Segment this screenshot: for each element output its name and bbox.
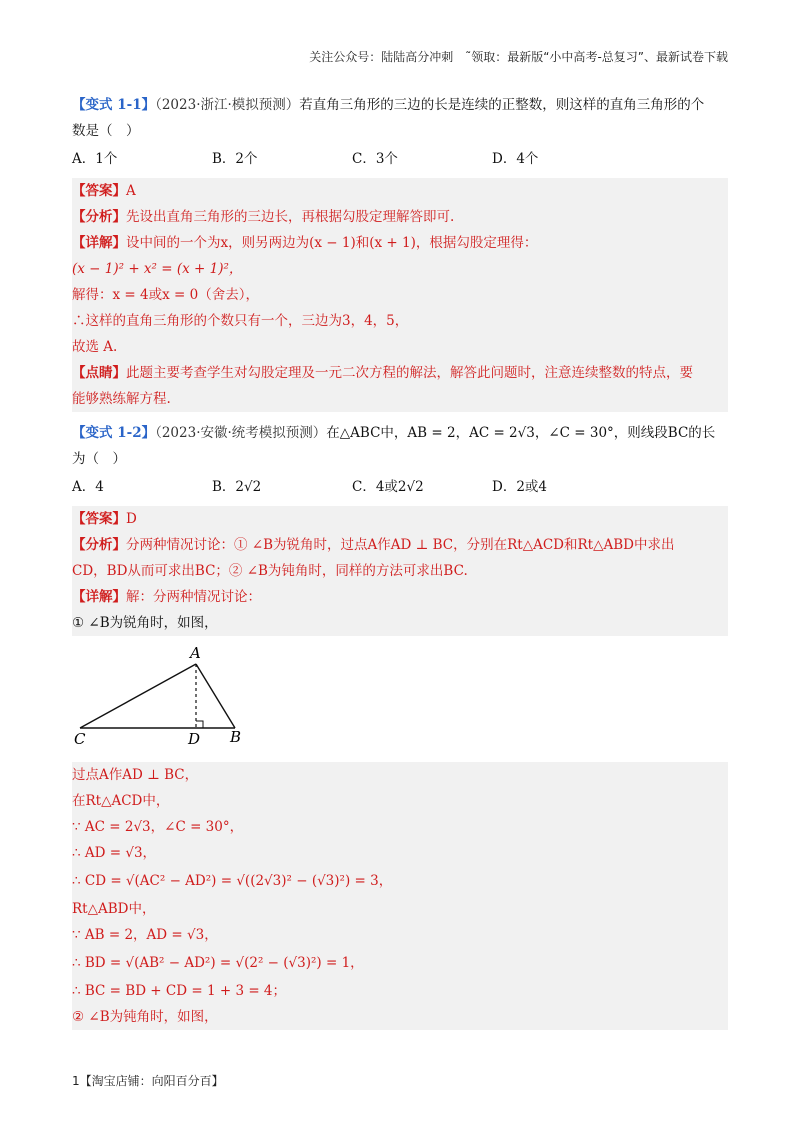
q2-stem-1: 在△ABC中，AB = 2，AC = 2√3，∠C = 30°，则线段BC的长 — [326, 425, 716, 441]
q1-comment-2: 能够熟练解方程. — [72, 391, 171, 407]
side-ca — [80, 664, 196, 728]
q2-step-5: ∴ CD = √(AC² − AD²) = √((2√3)² − (√3)²) = 3， — [72, 873, 393, 889]
triangle-figure — [72, 636, 728, 748]
q1-option-d: D．4个 — [492, 151, 539, 167]
label-c: C — [74, 730, 86, 748]
q1-answer-tag: 【答案】 — [72, 183, 126, 199]
q2-analysis-1: 分两种情况讨论：① ∠B为锐角时，过点A作AD ⊥ BC，分别在Rt△ACD和Rt△ABD中求出 — [126, 537, 675, 553]
q2-options — [72, 474, 728, 500]
q1-equation-2: 解得：x = 4或x = 0（舍去）， — [72, 287, 259, 303]
q1-option-a: A．1个 — [72, 151, 118, 167]
q1-stem-1: 若直角三角形的三边的长是连续的正整数，则这样的直角三角形的个 — [299, 97, 705, 113]
q1-stem-2: 数是（ ） — [72, 123, 140, 139]
q2-case-1: ① ∠B为锐角时，如图， — [72, 615, 218, 631]
q1-equation-3: ∴这样的直角三角形的个数只有一个，三边为3，4，5， — [72, 313, 409, 329]
q2-step-8: ∴ BD = √(AB² − AD²) = √(2² − (√3)²) = 1， — [72, 955, 364, 971]
triangle-svg — [72, 636, 272, 748]
q2-detail-1: 解：分两种情况讨论： — [126, 589, 261, 605]
q2-source: （2023·安徽·统考模拟预测） — [155, 425, 327, 441]
q1-detail-tag: 【详解】 — [72, 235, 126, 251]
q2-option-d: D．2或4 — [492, 479, 548, 495]
q1-tag: 【变式 1-1】 — [72, 97, 156, 113]
q2-step-10: ② ∠B为钝角时，如图， — [72, 1009, 218, 1025]
q1-comment-1: 此题主要考查学生对勾股定理及一元二次方程的解法，解答此问题时，注意连续整数的特点，要 — [126, 365, 693, 381]
page-footer: 1【淘宝店铺：向阳百分百】 — [72, 1074, 224, 1088]
q2-tag: 【变式 1-2】 — [72, 425, 156, 441]
q2-step-2: 在Rt△ACD中， — [72, 793, 170, 809]
q1-stem — [72, 92, 728, 118]
q2-answer-tag: 【答案】 — [72, 511, 126, 527]
q1-option-c: C．3个 — [352, 151, 398, 167]
q2-step-7: ∵ AB = 2，AD = √3， — [72, 927, 218, 943]
q1-source: （2023·浙江·模拟预测） — [155, 97, 300, 113]
q1-equation-4: 故选 A. — [72, 339, 118, 355]
q1-analysis-tag: 【分析】 — [72, 209, 126, 225]
q2-step-6: Rt△ABD中， — [72, 901, 156, 917]
q1-option-b: B．2个 — [212, 151, 258, 167]
label-d: D — [188, 730, 201, 748]
label-a: A — [190, 644, 201, 662]
q1-options — [72, 146, 728, 172]
q2-option-b: B．2√2 — [212, 479, 262, 495]
document-body — [72, 92, 728, 1030]
right-angle-mark — [196, 721, 203, 728]
q2-detail-tag: 【详解】 — [72, 589, 126, 605]
side-ab — [196, 664, 235, 728]
q2-step-1: 过点A作AD ⊥ BC， — [72, 767, 199, 783]
q2-step-3: ∵ AC = 2√3，∠C = 30°， — [72, 819, 244, 835]
q1-solution-block — [72, 178, 728, 412]
label-b: B — [230, 728, 242, 746]
q2-solution-block — [72, 506, 728, 1030]
q2-answer: D — [126, 511, 137, 527]
q2-analysis-tag: 【分析】 — [72, 537, 126, 553]
q2-stem — [72, 420, 728, 446]
q2-option-c: C．4或2√2 — [352, 479, 424, 495]
page-header: 关注公众号：陆陆高分冲刺 ˜领取：最新版“小中高考-总复习”、最新试卷下载 — [309, 50, 728, 64]
q1-comment-tag: 【点睛】 — [72, 365, 126, 381]
q1-answer: A — [126, 183, 136, 199]
q1-equation-1: (x − 1)² + x² = (x + 1)²， — [72, 261, 243, 277]
q1-detail-1: 设中间的一个为x，则另两边为(x − 1)和(x + 1)，根据勾股定理得： — [126, 235, 538, 251]
q2-analysis-2: CD，BD从而可求出BC；② ∠B为钝角时，同样的方法可求出BC. — [72, 563, 468, 579]
q1-analysis: 先设出直角三角形的三边长，再根据勾股定理解答即可. — [126, 209, 455, 225]
q2-option-a: A．4 — [72, 479, 104, 495]
q2-step-4: ∴ AD = √3， — [72, 845, 157, 861]
q2-stem-2: 为（ ） — [72, 451, 126, 467]
q2-step-9: ∴ BC = BD + CD = 1 + 3 = 4； — [72, 983, 287, 999]
